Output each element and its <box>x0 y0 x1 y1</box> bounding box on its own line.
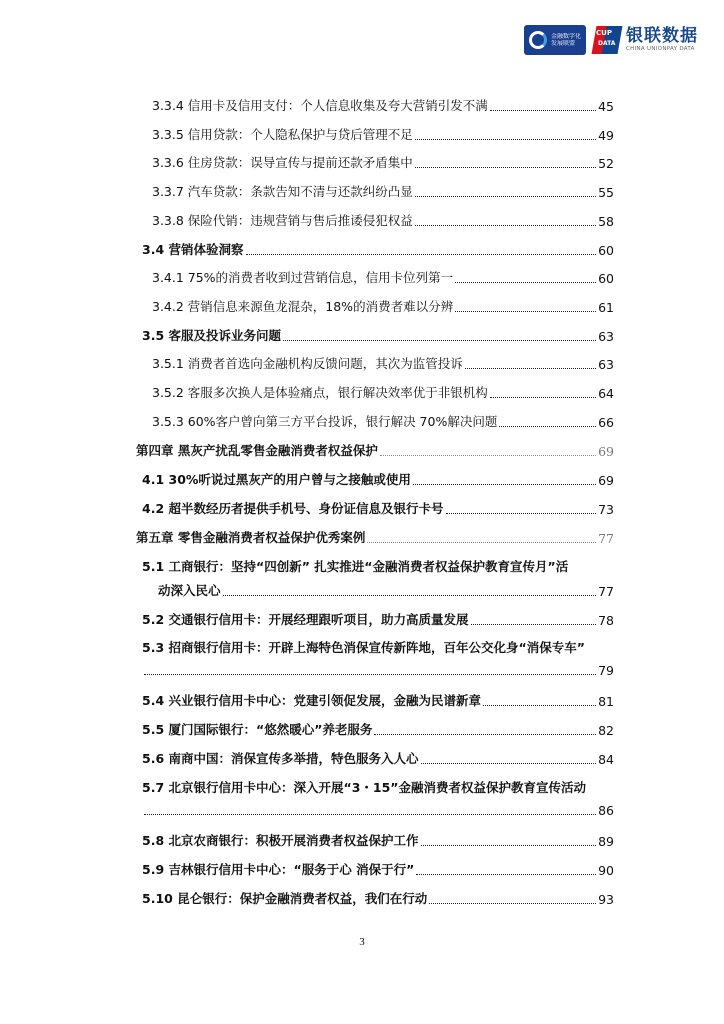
toc-entry-title: 5.4 兴业银行信用卡中心：党建引领促发展，金融为民谱新章 <box>142 693 481 708</box>
toc-entry-page: 77 <box>598 531 614 546</box>
toc-entry-page: 60 <box>598 271 614 286</box>
toc-entry-page: 86 <box>598 803 614 818</box>
toc-entry[interactable] <box>152 354 614 372</box>
toc-entry-page: 45 <box>598 99 614 114</box>
toc-entry-page: 90 <box>598 863 614 878</box>
toc-entry-page: 66 <box>598 415 614 430</box>
toc-entry[interactable] <box>136 441 614 459</box>
toc-entry-title: 第四章 黑灰产扰乱零售金融消费者权益保护 <box>136 443 378 458</box>
toc-entry-title: 3.4.2 营销信息来源鱼龙混杂，18%的消费者难以分辨 <box>152 299 454 314</box>
toc-entry-title[interactable]: 5.3 招商银行信用卡：开辟上海特色消保宣传新阵地，百年公交化身“消保专车” <box>142 640 585 655</box>
toc-entry[interactable] <box>142 470 614 488</box>
toc-entry-page: 82 <box>598 723 614 738</box>
alliance-logo-mark-icon <box>529 31 547 49</box>
cup-data-icon <box>594 26 622 54</box>
toc-entry-page: 55 <box>598 185 614 200</box>
toc-entry-title: 3.3.5 信用贷款：个人隐私保护与贷后管理不足 <box>152 127 413 142</box>
toc-entry-title: 5.10 昆仑银行：保护金融消费者权益，我们在行动 <box>142 891 428 906</box>
toc-entry[interactable] <box>158 581 614 599</box>
toc-entry-title: 4.1 30%听说过黑灰产的用户曾与之接触或使用 <box>142 472 411 487</box>
toc-entry-page: 78 <box>598 613 614 628</box>
toc-entry-page: 69 <box>598 473 614 488</box>
toc-entry[interactable] <box>152 182 614 200</box>
toc-entry[interactable] <box>142 831 614 849</box>
toc-entry-title: 5.2 交通银行信用卡：开展经理跟听项目，助力高质量发展 <box>142 612 469 627</box>
toc-entry[interactable] <box>152 297 614 315</box>
toc-entry[interactable] <box>136 528 614 546</box>
toc-entry-title: 动深入民心 <box>158 583 221 598</box>
toc-entry-title: 3.3.7 汽车贷款：条款告知不清与还款纠纷凸显 <box>152 184 413 199</box>
brand-name-en: CHINA UNIONPAY DATA <box>626 46 695 52</box>
toc-entry[interactable] <box>142 889 614 907</box>
toc-entry[interactable] <box>152 153 614 171</box>
toc-entry-title: 4.2 超半数经历者提供手机号、身份证信息及银行卡号 <box>142 501 444 516</box>
toc-entry-title: 5.5 厦门国际银行：“悠然暖心”养老服务 <box>142 722 373 737</box>
toc-entry-page: 49 <box>598 128 614 143</box>
page-number: 3 <box>359 936 365 948</box>
toc-entry-title: 3.5.2 客服多次换人是体验痛点，银行解决效率优于非银机构 <box>152 385 488 400</box>
cup-label: CUP <box>596 29 612 37</box>
toc-entry[interactable] <box>142 663 614 678</box>
toc-entry-title: 3.4.1 75%的消费者收到过营销信息，信用卡位列第一 <box>152 270 454 285</box>
toc-entry-page: 79 <box>598 663 614 678</box>
toc-entry-page: 52 <box>598 156 614 171</box>
toc-entry[interactable] <box>142 610 614 628</box>
toc-entry[interactable] <box>152 268 614 286</box>
toc-entry-title[interactable]: 5.7 北京银行信用卡中心：深入开展“3・15”金融消费者权益保护教育宣传活动 <box>142 780 587 795</box>
header-logos <box>524 20 698 60</box>
toc-entry-title: 3.5.3 60%客户曾向第三方平台投诉，银行解决 70%解决问题 <box>152 414 498 429</box>
toc-entry-title: 第五章 零售金融消费者权益保护优秀案例 <box>136 530 366 545</box>
brand-name-cn: 银联数据 <box>626 26 698 46</box>
toc-entry[interactable] <box>152 125 614 143</box>
toc-entry-page: 64 <box>598 386 614 401</box>
toc-entry-page: 81 <box>598 694 614 709</box>
toc-entry-title: 3.5 客服及投诉业务问题 <box>142 328 281 343</box>
toc-entry[interactable] <box>152 211 614 229</box>
alliance-logo-line: 金融数字化 <box>551 33 582 40</box>
toc-entry[interactable] <box>152 383 614 401</box>
toc-entry-page: 89 <box>598 834 614 849</box>
toc-entry-title: 5.6 南商中国：消保宣传多举措，特色服务入人心 <box>142 751 419 766</box>
toc-entry[interactable] <box>142 720 614 738</box>
toc-entry[interactable] <box>142 803 614 818</box>
toc-entry-page: 63 <box>598 329 614 344</box>
toc-entry-page: 69 <box>598 444 614 459</box>
toc-entry-page: 93 <box>598 892 614 907</box>
toc-entry-title: 5.8 北京农商银行：积极开展消费者权益保护工作 <box>142 833 419 848</box>
toc-entry-title: 3.3.8 保险代销：违规营销与售后推诿侵犯权益 <box>152 213 413 228</box>
toc-entry[interactable] <box>142 499 614 517</box>
toc-entry-title: 3.3.4 信用卡及信用支付：个人信息收集及夸大营销引发不满 <box>152 98 488 113</box>
toc-entry-page: 73 <box>598 502 614 517</box>
toc-entry[interactable] <box>152 412 614 430</box>
toc-entry-page: 58 <box>598 214 614 229</box>
toc-entry[interactable] <box>142 240 614 258</box>
toc-entry-page: 77 <box>598 584 614 599</box>
toc-entry[interactable] <box>142 860 614 878</box>
toc-entry-page: 60 <box>598 243 614 258</box>
toc-entry-title[interactable]: 5.1 工商银行：坚持“四创新” 扎实推进“金融消费者权益保护教育宣传月”活 <box>142 559 569 574</box>
toc-entry-title: 3.3.6 住房贷款：误导宣传与提前还款矛盾集中 <box>152 155 413 170</box>
toc-entry-page: 84 <box>598 752 614 767</box>
toc-entry[interactable] <box>142 326 614 344</box>
toc-entry-page: 63 <box>598 357 614 372</box>
toc-entry[interactable] <box>142 691 614 709</box>
toc-entry[interactable] <box>152 96 614 114</box>
toc-entry[interactable] <box>142 749 614 767</box>
toc-entry-page: 61 <box>598 300 614 315</box>
unionpay-data-logo <box>594 26 698 54</box>
alliance-logo-line: 发展联盟 <box>551 40 576 47</box>
alliance-logo <box>524 25 586 55</box>
data-label: DATA <box>598 40 616 47</box>
toc-entry-title: 5.9 吉林银行信用卡中心：“服务于心 消保于行” <box>142 862 415 877</box>
toc-entry-title: 3.5.1 消费者首选向金融机构反馈问题，其次为监管投诉 <box>152 356 463 371</box>
toc-entry-title: 3.4 营销体验洞察 <box>142 242 244 257</box>
